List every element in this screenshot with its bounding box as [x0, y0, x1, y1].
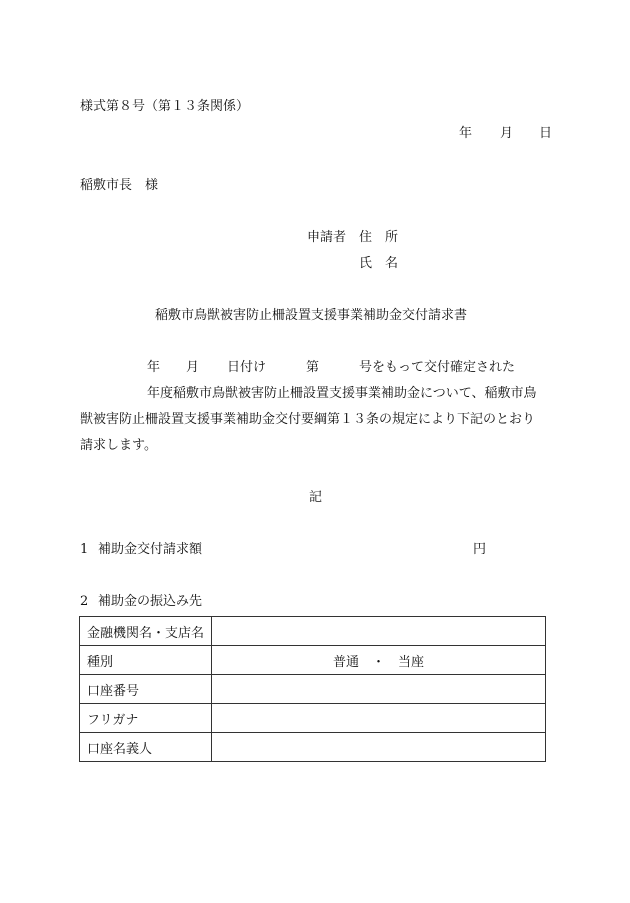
furigana-label: フリガナ [80, 704, 212, 733]
item2-label: 補助金の振込み先 [98, 594, 203, 609]
account-type-label: 種別 [80, 646, 212, 675]
document-title: 稲敷市鳥獣被害防止柵設置支援事業補助金交付請求書 [155, 308, 468, 323]
table-row [80, 704, 546, 733]
furigana-value [212, 704, 546, 733]
addressee: 稲敷市長 様 [80, 178, 159, 193]
body-year: 年 [147, 360, 161, 375]
body-line3: 獣被害防止柵設置支援事業補助金交付要綱第１３条の規定により下記のとおり [80, 412, 536, 427]
account-number-label: 口座番号 [80, 675, 212, 704]
body-line2: 年度稲敷市鳥獣被害防止柵設置支援事業補助金について、稲敷市鳥 [147, 386, 537, 401]
applicant-name-label: 氏 名 [359, 256, 399, 271]
form-number: 様式第８号（第１３条関係） [80, 99, 250, 114]
bank-name-value [212, 617, 546, 646]
applicant-address-label: 住 所 [359, 230, 399, 245]
account-number-value [212, 675, 546, 704]
account-holder-value [212, 733, 546, 762]
item2-number: 2 [80, 594, 89, 609]
table-row [80, 617, 546, 646]
account-type-options: 普通 ・ 当座 [212, 646, 546, 675]
body-day-label: 日付け [227, 360, 267, 375]
date-day: 日 [539, 126, 553, 141]
table-row [80, 646, 546, 675]
item1-unit: 円 [473, 542, 487, 557]
item1-label: 補助金交付請求額 [98, 542, 203, 557]
bank-transfer-table [79, 616, 546, 762]
account-holder-label: 口座名義人 [80, 733, 212, 762]
bank-name-label: 金融機関名・支店名 [80, 617, 212, 646]
date-month: 月 [500, 126, 514, 141]
item1-number: 1 [80, 542, 89, 557]
applicant-label: 申請者 [307, 230, 347, 245]
table-row [80, 675, 546, 704]
body-number-prefix: 第 [306, 360, 320, 375]
ki-heading: 記 [309, 490, 323, 505]
table-row [80, 733, 546, 762]
date-year: 年 [459, 126, 473, 141]
body-line4: 請求します。 [80, 438, 157, 453]
body-line1-rest: 号をもって交付確定された [359, 360, 516, 375]
body-month: 月 [186, 360, 200, 375]
